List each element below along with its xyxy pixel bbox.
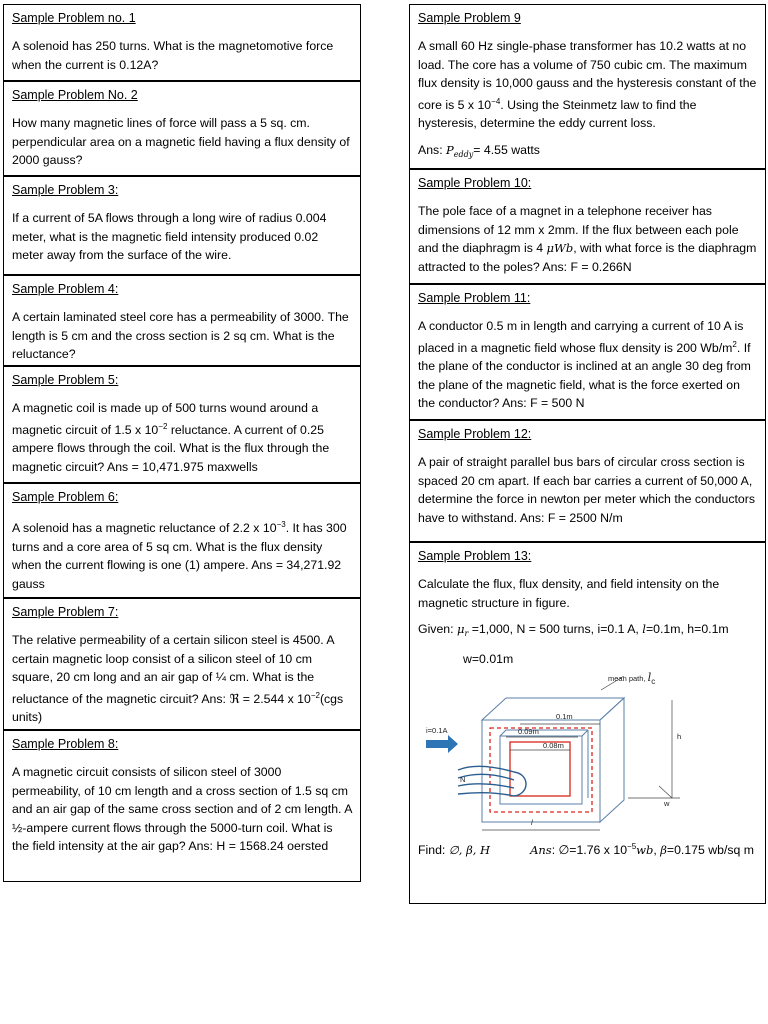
- given-label: Given:: [418, 622, 457, 636]
- exponent: −2: [310, 690, 320, 700]
- problem-1: [3, 4, 361, 81]
- answer-value: = 4.55 watts: [473, 142, 540, 157]
- problem-text: [12, 631, 353, 727]
- answer-label: Ans:: [418, 142, 447, 157]
- text-part: reluctance. A current of 0.25 ampere flows through the coil. What is the flux through the magnetic circuit? Ans = 10,471.975 maxwells: [12, 422, 330, 474]
- problem-9: [409, 4, 766, 169]
- text-part: . If the plane of the conductor is inclined at an angle 30 deg from the plane of the magnetic field, what is the force exerted on the conductor? Ans: F = 500 N: [418, 340, 751, 410]
- right-column: [409, 4, 766, 904]
- find-label: Find:: [418, 843, 449, 857]
- mean-path-symbol: l: [647, 670, 652, 684]
- problem-title: Sample Problem 12:: [418, 427, 532, 441]
- problem-10: [409, 169, 766, 284]
- problem-title: Sample Problem 6:: [12, 490, 119, 504]
- problem-text: [418, 202, 758, 276]
- mean-path-subscript: c: [651, 677, 656, 686]
- answer-var: P: [446, 142, 454, 157]
- problem-13: [409, 542, 766, 904]
- width-label: w: [664, 799, 670, 808]
- exponent: −4: [491, 96, 501, 106]
- mean-path-text: mean path,: [608, 674, 648, 683]
- answer: [418, 141, 758, 165]
- mu-subscript: r: [464, 629, 469, 638]
- height-label: h: [677, 732, 682, 741]
- find-vars: ∅, β, H: [448, 843, 491, 857]
- text-part: . It has 300 turns and a core area of 5 sq cm. What is the flux density when the current flowing is one (1) ampere. Ans = 34,271.92 gauss: [12, 521, 347, 591]
- exponent: 2: [732, 339, 737, 349]
- problem-title: Sample Problem no. 1: [12, 11, 136, 25]
- unit: μWb: [546, 241, 574, 255]
- problem-text: A solenoid has 250 turns. What is the magnetomotive force when the current is 0.12A?: [12, 39, 334, 72]
- text-part: (cgs units): [12, 691, 344, 724]
- ans-sep: ,: [653, 843, 661, 857]
- ans-exponent: −5: [627, 842, 637, 851]
- problem-title: Sample Problem 9: [418, 11, 521, 25]
- problem-2: [3, 81, 361, 176]
- left-column: [3, 4, 361, 882]
- length-label: l: [531, 818, 533, 827]
- given-values: =1,000, N = 500 turns, i=0.1 A,: [468, 622, 643, 636]
- magnetic-structure-figure: [418, 670, 758, 834]
- problem-title: Sample Problem 13:: [418, 549, 532, 563]
- problem-title: Sample Problem 3:: [12, 183, 119, 197]
- dim-mid: 0.09m: [518, 727, 539, 736]
- problem-text: [12, 399, 353, 476]
- answer-subscript: eddy: [453, 149, 474, 159]
- problem-title: Sample Problem No. 2: [12, 88, 138, 102]
- problem-text: How many magnetic lines of force will pass a 5 sq. cm. perpendicular area on a magnetic field having a flux density of 2000 gauss?: [12, 116, 350, 167]
- exponent: −3: [276, 520, 286, 529]
- core-diagram: [418, 674, 758, 834]
- problem-text: A magnetic circuit consists of silicon steel of 3000 permeability, of 10 cm length and a cross section of 1.5 sq cm and an air gap of the same cross section and of 2 cm length. A ½-ampere current flows through the 5000-turn coil. What is the field intensity at the air gap? Ans: H = 1568.24 oersted: [12, 765, 352, 853]
- text-part: The relative permeability of a certain silicon steel is 4500. A certain magnetic loop consist of a silicon steel of 10 cm square, 20 cm long and an air gap of ¼ cm. What is the reluctance of the magnetic circuit? Ans: ℜ = 2.544 x 10: [12, 633, 334, 706]
- problem-text: [418, 575, 758, 668]
- text-part: A conductor 0.5 m in length and carrying a current of 10 A is placed in a magnetic field whose flux density is 200 Wb/m: [418, 319, 744, 355]
- given-values: =0.1m, h=0.1m: [645, 622, 729, 636]
- problem-text: A pair of straight parallel bus bars of circular cross section is spaced 20 cm apart. If each bar carries a current of 50,000 A, determine the force in newton per meter which the conductors have to withstand. Ans: F = 2500 N/m: [418, 455, 755, 525]
- problem-title: Sample Problem 4:: [12, 282, 119, 296]
- problem-3: [3, 176, 361, 275]
- text-part: , with what force is the diaphragm attracted to the poles? Ans: F = 0.266N: [418, 241, 757, 274]
- dim-outer: 0.1m: [556, 712, 573, 721]
- problem-6: [3, 483, 361, 598]
- problem-statement: Calculate the flux, flux density, and field intensity on the magnetic structure in figure.: [418, 577, 720, 610]
- text-part: . Using the Steinmetz law to find the hysteresis, determine the eddy current loss.: [418, 97, 697, 130]
- problem-8: [3, 730, 361, 882]
- mean-path-label: [608, 670, 655, 686]
- problem-12: [409, 420, 766, 542]
- problem-title: Sample Problem 10:: [418, 176, 532, 190]
- problem-4: [3, 275, 361, 366]
- text-part: A solenoid has a magnetic reluctance of 2.2 x 10: [12, 521, 277, 535]
- given-w: w=0.01m: [463, 651, 514, 666]
- problem-11: [409, 284, 766, 420]
- problem-title: Sample Problem 7:: [12, 605, 119, 619]
- text-part: A magnetic coil is made up of 500 turns wound around a magnetic circuit of 1.5 x 10: [12, 401, 319, 437]
- problem-7: [3, 598, 361, 730]
- problem-5: [3, 366, 361, 483]
- turns-label: N: [460, 775, 466, 784]
- ans-beta: =0.175 wb/sq m: [666, 843, 755, 857]
- text-part: The pole face of a magnet in a telephone receiver has dimensions of 12 mm x 2mm. If the flux between each pole and the diaphragm is 4: [418, 204, 739, 255]
- exponent: −2: [158, 421, 168, 431]
- ans-flux: : ∅=1.76 x 10: [551, 843, 628, 857]
- mu-symbol: μ: [456, 622, 465, 636]
- problem-text: [418, 37, 758, 164]
- ans-label: Ans: [530, 843, 552, 857]
- problem-title: Sample Problem 8:: [12, 737, 119, 751]
- problem-text: [12, 516, 353, 593]
- problem-title: Sample Problem 5:: [12, 373, 119, 387]
- answer-section: [418, 838, 758, 860]
- problem-title: Sample Problem 11:: [418, 291, 531, 305]
- problem-text: A certain laminated steel core has a permeability of 3000. The length is 5 cm and the cross section is 2 sq cm. What is the reluctance?: [12, 310, 349, 361]
- current-label: i=0.1A: [426, 726, 448, 735]
- dim-inner: 0.08m: [543, 741, 564, 750]
- ans-unit: wb: [636, 843, 654, 857]
- l-symbol: l: [642, 622, 646, 636]
- text-part: A small 60 Hz single-phase transformer has 10.2 watts at no load. The core has a volume of 750 cubic cm. The maximum flux density is 10,000 gauss and the hysteresis constant of the core is 5 x 10: [418, 39, 757, 112]
- problem-text: If a current of 5A flows through a long wire of radius 0.004 meter, what is the magnetic field intensity produced 0.02 meter away from the surface of the wire.: [12, 211, 327, 262]
- given-line: [418, 620, 758, 644]
- problem-text: [418, 317, 758, 413]
- beta-symbol: β: [660, 843, 667, 857]
